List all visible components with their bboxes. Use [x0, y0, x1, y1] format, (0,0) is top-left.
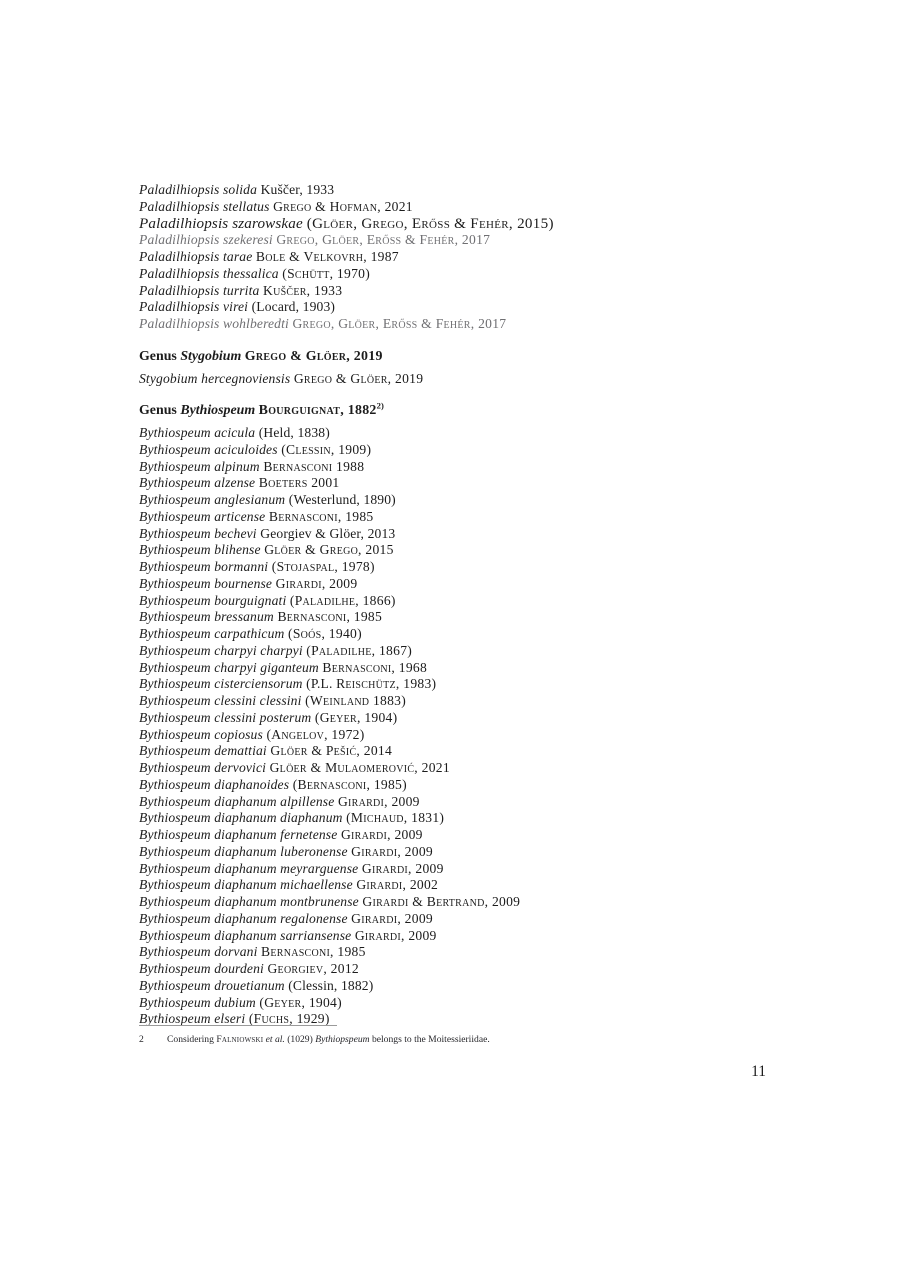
footnote-citation: (1029) — [284, 1034, 316, 1045]
species-entry — [139, 944, 759, 961]
species-entry — [139, 609, 759, 626]
section-stygobium — [139, 349, 759, 388]
species-name: Bythiospeum blihense — [139, 542, 261, 558]
species-entry — [139, 442, 759, 459]
species-entry — [139, 593, 759, 610]
species-author: Glöer & Pešić, 2014 — [270, 743, 393, 759]
species-author: Bernasconi, 1985 — [277, 609, 383, 625]
species-entry — [139, 743, 759, 760]
species-author: Bernasconi, 1968 — [322, 659, 428, 675]
genus-label: Genus — [139, 403, 177, 419]
species-entry — [139, 182, 759, 199]
genus-label: Genus — [139, 348, 177, 364]
genus-heading — [139, 349, 759, 366]
species-author: Glöer & Mulaomerović, 2021 — [269, 760, 450, 775]
species-name: Bythiospeum copiosus — [139, 726, 263, 742]
species-entry — [139, 199, 759, 216]
species-entry — [139, 794, 759, 811]
species-entry — [139, 810, 759, 827]
section-bythiospeum — [139, 400, 759, 1028]
genus-authority: Grego & Glöer, 2019 — [244, 348, 383, 364]
species-entry — [139, 727, 759, 744]
species-name: Bythiospeum diaphanoides — [139, 776, 290, 792]
species-entry — [139, 877, 759, 894]
species-entry — [139, 425, 759, 442]
footnote-separator-rule — [139, 1025, 337, 1026]
species-author: Girardi & Bertrand, 2009 — [362, 894, 521, 909]
section-paladilhiopsis-continued — [139, 182, 759, 333]
species-name: Bythiospeum diaphanum luberonense — [139, 843, 348, 859]
species-name: Bythiospeum charpyi giganteum — [139, 659, 319, 675]
species-name: Paladilhiopsis virei — [139, 299, 249, 315]
species-author: Girardi, 2002 — [356, 877, 439, 893]
species-entry — [139, 371, 759, 388]
species-name: Bythiospeum acicula — [139, 425, 256, 440]
species-author: Bernasconi 1988 — [263, 458, 365, 474]
species-name: Bythiospeum clessini clessini — [139, 693, 302, 708]
species-name: Paladilhiopsis tarae — [139, 249, 253, 264]
species-name: Bythiospeum bourguignati — [139, 592, 287, 608]
species-author: Bernasconi, 1985 — [261, 944, 366, 960]
species-name: Bythiospeum charpyi charpyi — [139, 642, 303, 658]
species-name: Bythiospeum drouetianum — [139, 977, 285, 993]
species-name: Bythiospeum bressanum — [139, 609, 274, 625]
species-name: Paladilhiopsis thessalica — [139, 265, 279, 281]
species-name: Bythiospeum bormanni — [139, 559, 269, 574]
species-author: Grego, Glöer, Erőss & Fehér, 2017 — [292, 316, 507, 331]
species-author: Girardi, 2009 — [354, 927, 437, 943]
species-author: Grego, Glöer, Erőss & Fehér, 2017 — [276, 232, 491, 248]
species-entry — [139, 509, 759, 526]
species-entry — [139, 928, 759, 945]
species-name: Bythiospeum anglesianum — [139, 492, 286, 507]
footnote-etal: et al. — [263, 1034, 285, 1045]
species-entry — [139, 542, 759, 559]
page-content — [139, 182, 759, 1028]
species-author: Girardi, 2009 — [340, 827, 423, 842]
species-name: Paladilhiopsis szarowskae — [139, 215, 303, 232]
species-author: Girardi, 2009 — [361, 860, 444, 876]
species-entry — [139, 626, 759, 643]
species-author: (Soós, 1940) — [288, 626, 362, 641]
species-entry — [139, 459, 759, 476]
species-name: Bythiospeum articense — [139, 508, 266, 524]
species-author: (Stojaspal, 1978) — [271, 559, 375, 574]
species-name: Bythiospeum demattiai — [139, 743, 267, 759]
species-author: (Westerlund, 1890) — [288, 492, 396, 507]
species-author: (Paladilhe, 1867) — [306, 642, 413, 658]
species-author: (Geyer, 1904) — [314, 709, 398, 725]
species-author: Girardi, 2009 — [337, 793, 420, 809]
species-entry — [139, 710, 759, 727]
species-author: Girardi, 2009 — [351, 910, 433, 926]
author-prefix: (P.L. — [306, 676, 337, 692]
species-entry — [139, 861, 759, 878]
species-name: Bythiospeum dorvani — [139, 944, 258, 960]
species-name: Bythiospeum dourdeni — [139, 961, 264, 976]
footnote-number: 2 — [139, 1034, 144, 1045]
species-author: Georgiev, 2012 — [267, 961, 359, 976]
species-entry — [139, 266, 759, 283]
species-author: Girardi, 2009 — [275, 575, 358, 591]
species-entry — [139, 693, 759, 710]
species-entry — [139, 827, 759, 844]
footnote-entry — [139, 1033, 699, 1046]
species-name: Paladilhiopsis wohlberedti — [139, 316, 289, 331]
species-name: Bythiospeum diaphanum alpillense — [139, 793, 335, 809]
species-name: Bythiospeum clessini posterum — [139, 709, 312, 725]
species-name: Bythiospeum diaphanum diaphanum — [139, 810, 343, 826]
species-entry — [139, 777, 759, 794]
species-author: (Bernasconi, 1985) — [292, 776, 407, 792]
species-author: (Locard, 1903) — [251, 299, 336, 315]
species-entry — [139, 760, 759, 777]
species-entry — [139, 844, 759, 861]
species-entry — [139, 978, 759, 995]
species-author: (Paladilhe, 1866) — [289, 592, 396, 608]
species-entry — [139, 299, 759, 316]
species-author: (Fuchs, 1929) — [248, 1011, 330, 1027]
species-entry — [139, 283, 759, 300]
species-author: Grego & Glöer, 2019 — [293, 370, 424, 386]
page-number: 11 — [751, 1063, 766, 1080]
species-entry — [139, 492, 759, 509]
species-entry — [139, 475, 759, 492]
genus-heading — [139, 400, 759, 420]
species-name: Bythiospeum alzense — [139, 475, 256, 491]
species-author: Girardi, 2009 — [351, 843, 433, 859]
species-author: Kuščer, 1933 — [263, 282, 343, 298]
footnote-author: Falniowski — [216, 1034, 264, 1045]
species-name: Bythiospeum aciculoides — [139, 441, 278, 457]
species-entry — [139, 676, 759, 693]
species-name: Bythiospeum diaphanum montbrunense — [139, 894, 359, 909]
species-name: Bythiospeum diaphanum meyrarguense — [139, 860, 359, 876]
footnote-taxon: Bythiopspeum — [315, 1034, 370, 1045]
species-author: Glöer & Grego, 2015 — [264, 542, 394, 558]
species-name: Bythiospeum cisterciensorum — [139, 676, 303, 692]
species-author: Reischütz, 1983) — [336, 676, 437, 692]
species-entry — [139, 961, 759, 978]
species-entry — [139, 316, 759, 333]
genus-footnote-marker: 2) — [376, 400, 384, 411]
species-name: Bythiospeum diaphanum fernetense — [139, 827, 338, 842]
species-author: (Held, 1838) — [258, 425, 330, 440]
species-author: (Weinland 1883) — [305, 693, 407, 708]
species-author: (Michaud, 1831) — [346, 810, 445, 826]
species-name: Bythiospeum diaphanum sarriansense — [139, 927, 352, 943]
species-entry — [139, 576, 759, 593]
footnote-text-after: belongs to the Moitessieriidae. — [369, 1034, 490, 1045]
species-name: Bythiospeum elseri — [139, 1011, 246, 1027]
species-author: (Geyer, 1904) — [259, 994, 342, 1010]
species-name: Bythiospeum diaphanum michaellense — [139, 877, 353, 893]
species-entry — [139, 559, 759, 576]
species-name: Bythiospeum bournense — [139, 575, 273, 591]
genus-name: Stygobium — [180, 348, 242, 364]
species-name: Bythiospeum dervovici — [139, 760, 267, 775]
species-author: Grego & Hofman, 2021 — [273, 198, 413, 214]
species-name: Bythiospeum diaphanum regalonense — [139, 910, 348, 926]
species-author: Kuščer, 1933 — [260, 182, 335, 197]
species-name: Paladilhiopsis szekeresi — [139, 232, 273, 248]
species-author: (Glöer, Grego, Erőss & Fehér, 2015) — [306, 215, 554, 232]
species-name: Paladilhiopsis stellatus — [139, 198, 270, 214]
species-entry — [139, 660, 759, 677]
genus-name: Bythiospeum — [180, 403, 256, 419]
species-author: (Clessin, 1909) — [281, 441, 372, 457]
species-name: Bythiospeum alpinum — [139, 458, 260, 474]
species-entry — [139, 232, 759, 249]
species-author: (Clessin, 1882) — [288, 977, 374, 993]
species-name: Paladilhiopsis solida — [139, 182, 258, 197]
species-author: Bole & Velkovrh, 1987 — [255, 249, 399, 264]
species-entry — [139, 216, 759, 233]
species-entry — [139, 526, 759, 543]
species-author: Georgiev & Glöer, 2013 — [260, 525, 396, 541]
footnote-text-before: Considering — [167, 1034, 217, 1045]
genus-authority: Bourguignat, 1882 — [258, 403, 377, 419]
species-entry — [139, 894, 759, 911]
species-author: Bernasconi, 1985 — [268, 508, 374, 524]
species-name: Bythiospeum bechevi — [139, 525, 257, 541]
species-name: Bythiospeum dubium — [139, 994, 256, 1010]
species-name: Stygobium hercegnoviensis — [139, 370, 291, 386]
species-entry — [139, 995, 759, 1012]
species-author: (Angelov, 1972) — [266, 726, 365, 742]
species-name: Paladilhiopsis turrita — [139, 282, 260, 298]
species-name: Bythiospeum carpathicum — [139, 626, 285, 641]
species-entry — [139, 911, 759, 928]
species-author: (Schütt, 1970) — [282, 265, 371, 281]
species-author: Boeters 2001 — [258, 475, 340, 491]
footnote-area — [139, 1025, 699, 1046]
species-entry — [139, 643, 759, 660]
species-entry — [139, 249, 759, 266]
